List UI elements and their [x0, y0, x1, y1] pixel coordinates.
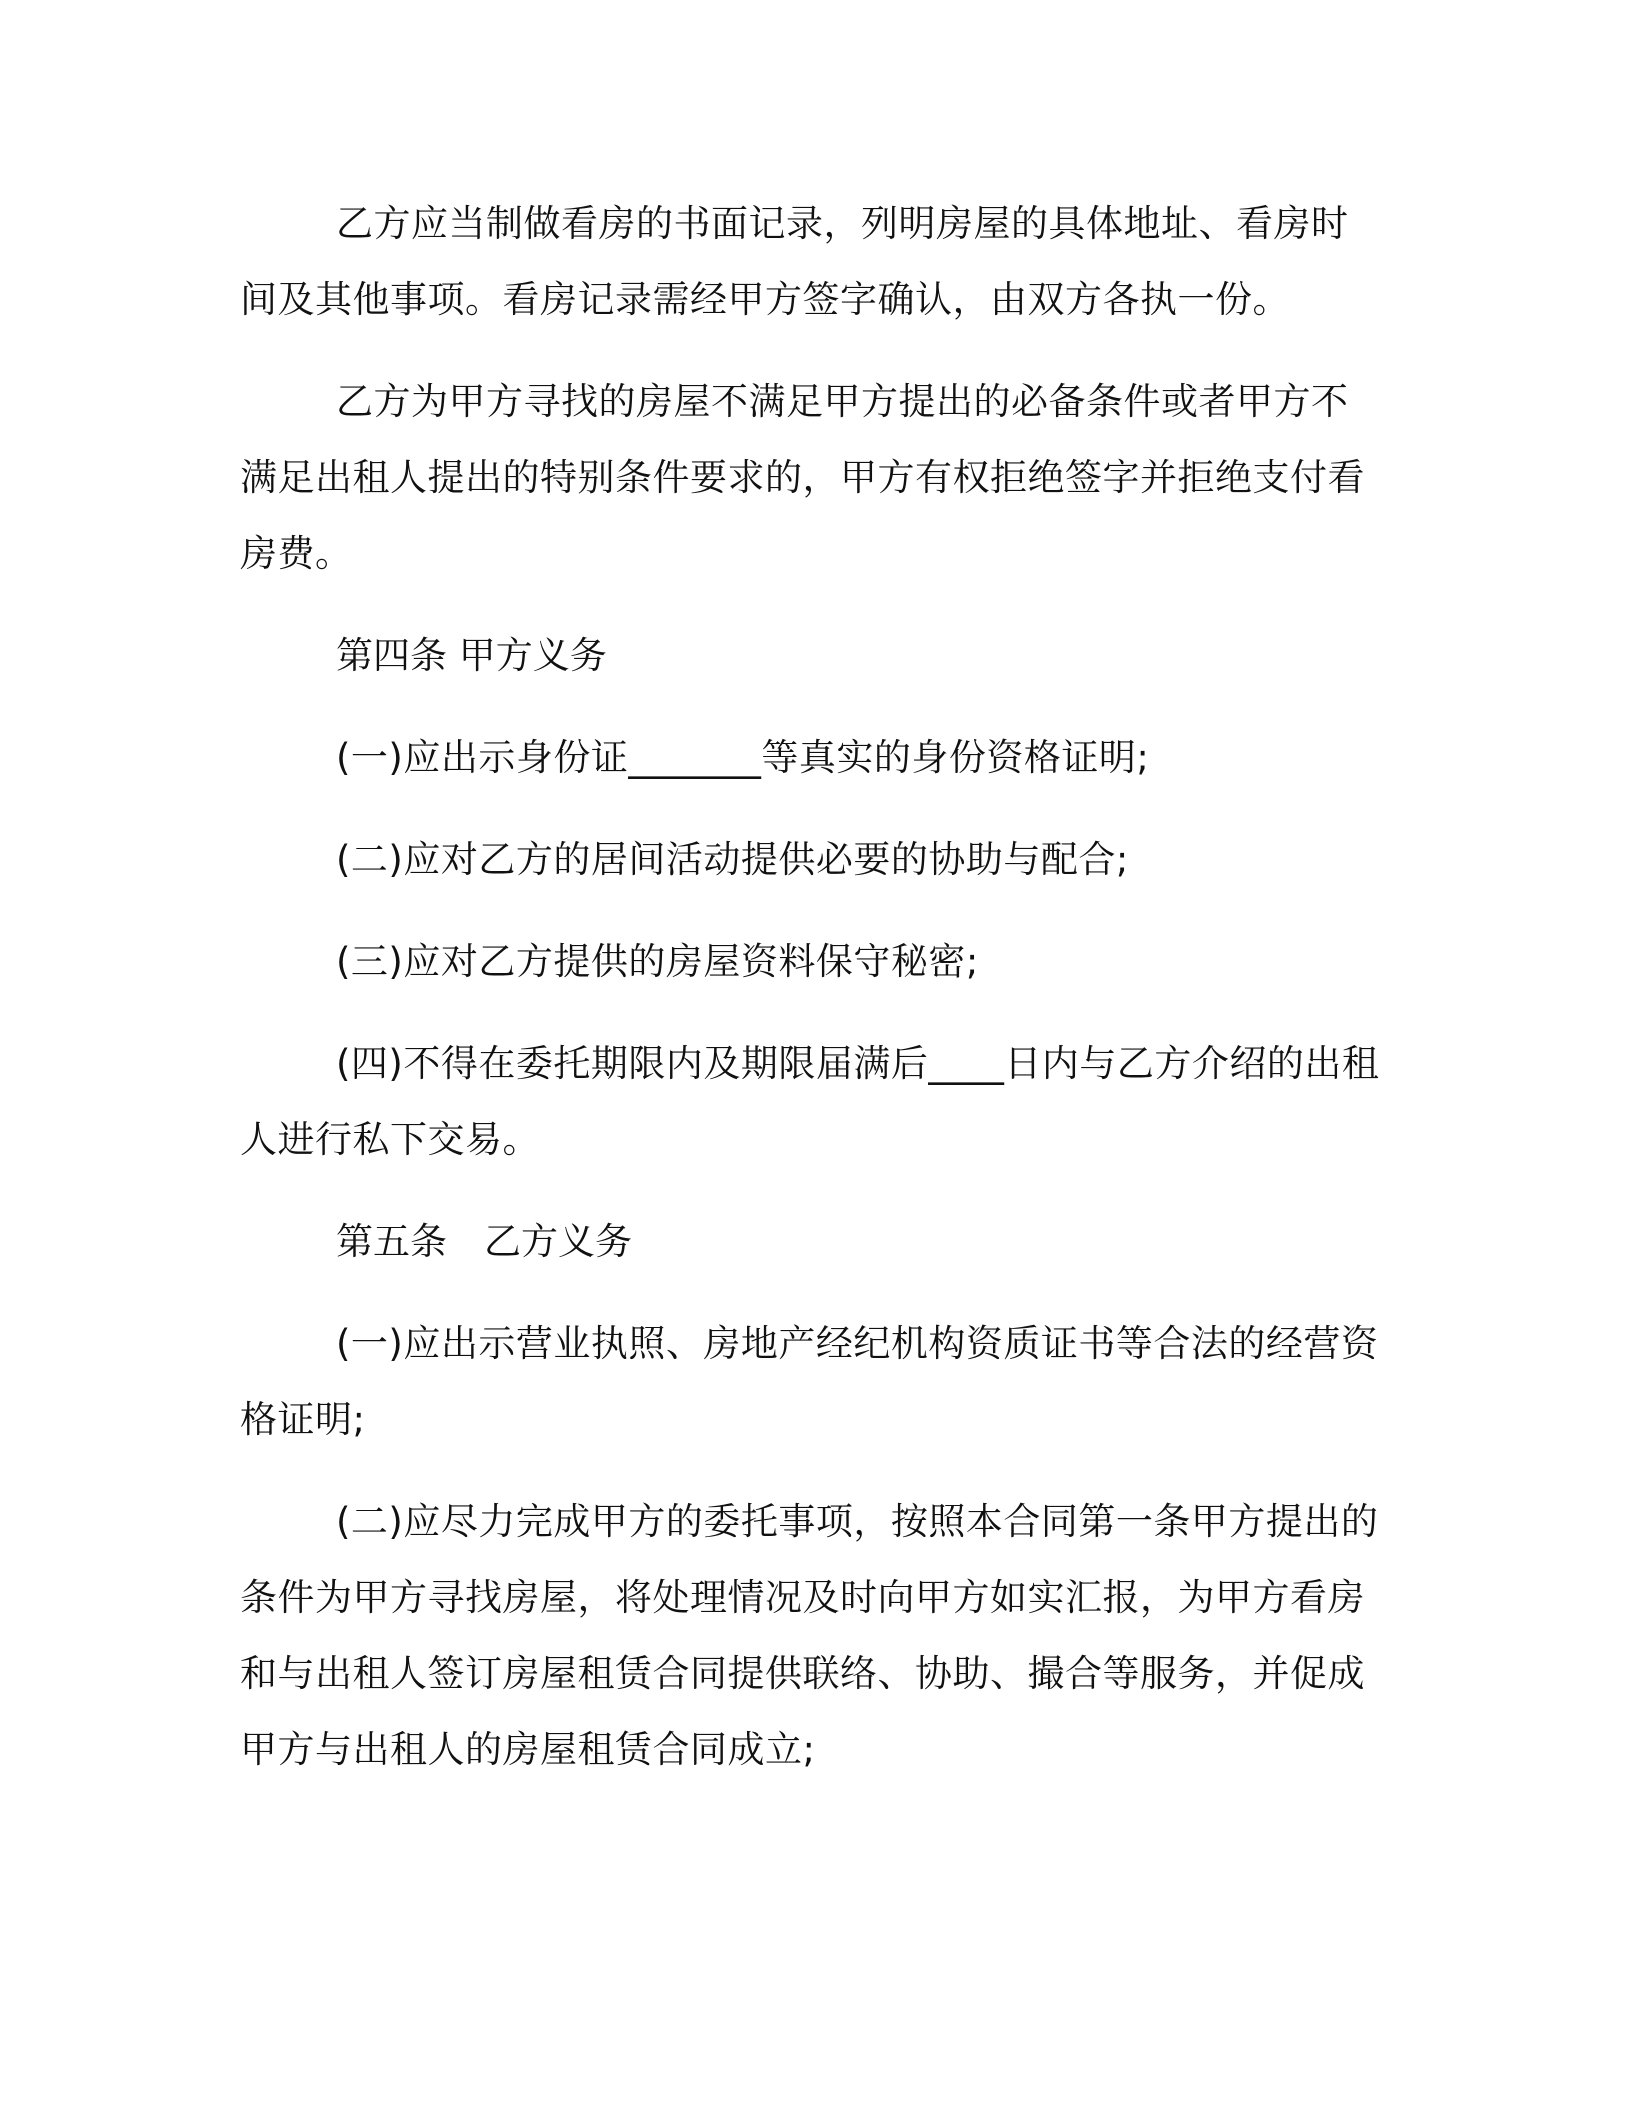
paragraph-viewing-record: 乙方应当制做看房的书面记录，列明房屋的具体地址、看房时间及其他事项。看房记录需经甲方签字确认，由双方各执一份。: [240, 202, 1349, 321]
document-body: [240, 186, 1380, 1814]
paragraph-refusal-right: 乙方为甲方寻找的房屋不满足甲方提出的必备条件或者甲方不满足出租人提出的特别条件要求的，甲方有权拒绝签字并拒绝支付看房费。: [240, 380, 1365, 575]
article-4-item-3: (三)应对乙方提供的房屋资料保守秘密;: [336, 940, 979, 983]
article-4-item-2: (二)应对乙方的居间活动提供必要的协助与配合;: [336, 838, 1129, 881]
article-4-heading: 第四条 甲方义务: [336, 634, 607, 677]
article-5-heading: 第五条 乙方义务: [336, 1220, 632, 1263]
article-4-item-1: (一)应出示身份证_______等真实的身份资格证明;: [336, 736, 1150, 779]
article-4-item-4: (四)不得在委托期限内及期限届满后____日内与乙方介绍的出租人进行私下交易。: [240, 1042, 1380, 1161]
article-5-item-2: (二)应尽力完成甲方的委托事项，按照本合同第一条甲方提出的条件为甲方寻找房屋，将处理情况及时向甲方如实汇报，为甲方看房和与出租人签订房屋租赁合同提供联络、协助、撮合等服务，并促成甲方与出租人的房屋租赁合同成立;: [240, 1500, 1379, 1771]
article-5-item-1: (一)应出示营业执照、房地产经纪机构资质证书等合法的经营资格证明;: [240, 1322, 1379, 1441]
